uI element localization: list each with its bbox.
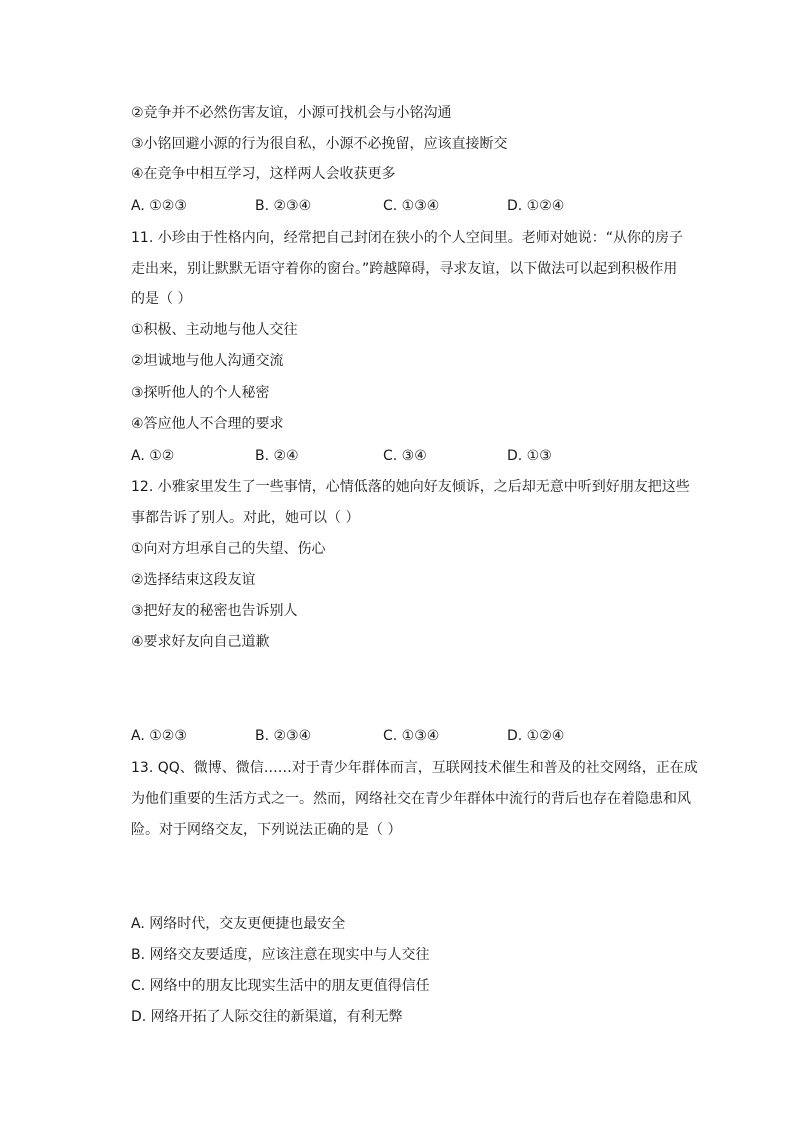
q11-option-b: B. ②④	[255, 448, 299, 464]
q11-option-d: D. ①③	[507, 448, 552, 464]
q12-option-b: B. ②③④	[255, 728, 312, 744]
q13-option-a: A. 网络时代，交友更便捷也最安全	[131, 916, 346, 932]
prev-statement-2: ②竞争并不必然伤害友谊，小源可找机会与小铭沟通	[131, 105, 452, 121]
q12-option-c: C. ①③④	[383, 728, 440, 744]
q11-option-a: A. ①②	[131, 448, 175, 464]
q12-stem-line-2: 事都告诉了别人。对此，她可以（ ）	[131, 510, 360, 526]
q13-stem-line-3: 险。对于网络交友，下列说法正确的是（ ）	[131, 822, 402, 838]
q12-statement-2: ②选择结束这段友谊	[131, 572, 256, 588]
q11-stem-line-3: 的是（ ）	[131, 291, 192, 307]
q11-stem-line-2: 走出来，别让默默无语守着你的窗台。”跨越障碍，寻求友谊，以下做法可以起到积极作用	[131, 261, 678, 277]
q13-stem-line-2: 为他们重要的生活方式之一。然而，网络社交在青少年群体中流行的背后也存在着隐患和风	[131, 791, 691, 807]
q11-option-c: C. ③④	[383, 448, 427, 464]
q11-statement-4: ④答应他人不合理的要求	[131, 416, 284, 432]
q11-statement-3: ③探听他人的个人秘密	[131, 385, 270, 401]
q11-statement-2: ②坦诚地与他人沟通交流	[131, 353, 284, 369]
prev-statement-4: ④在竞争中相互学习，这样两人会收获更多	[131, 166, 396, 182]
q13-stem-line-1: 13. QQ、微博、微信……对于青少年群体而言，互联网技术催生和普及的社交网络，正在成	[131, 760, 698, 776]
q12-statement-3: ③把好友的秘密也告诉别人	[131, 603, 298, 619]
q12-option-a: A. ①②③	[131, 728, 187, 744]
q12-statement-1: ①向对方坦承自己的失望、伤心	[131, 541, 326, 557]
q11-statement-1: ①积极、主动地与他人交往	[131, 322, 298, 338]
q12-option-d: D. ①②④	[507, 728, 565, 744]
prev-option-b: B. ②③④	[255, 198, 312, 214]
prev-options-row	[131, 196, 691, 216]
q13-option-d: D. 网络开拓了人际交往的新渠道，有利无弊	[131, 1009, 403, 1025]
prev-option-a: A. ①②③	[131, 198, 187, 214]
q11-options-row	[131, 446, 691, 466]
q12-stem-line-1: 12. 小雅家里发生了一些事情，心情低落的她向好友倾诉，之后却无意中听到好朋友把这些	[131, 479, 690, 495]
q13-option-c: C. 网络中的朋友比现实生活中的朋友更值得信任	[131, 978, 430, 994]
prev-option-c: C. ①③④	[383, 198, 440, 214]
q12-statement-4: ④要求好友向自己道歉	[131, 634, 270, 650]
q11-stem-line-1: 11. 小珍由于性格内向，经常把自己封闭在狭小的个人空间里。老师对她说：“从你的房子	[131, 230, 683, 246]
prev-statement-3: ③小铭回避小源的行为很自私，小源不必挽留，应该直接断交	[131, 136, 508, 152]
prev-option-d: D. ①②④	[507, 198, 565, 214]
q12-options-row	[131, 726, 691, 746]
q13-option-b: B. 网络交友要适度，应该注意在现实中与人交往	[131, 947, 430, 963]
